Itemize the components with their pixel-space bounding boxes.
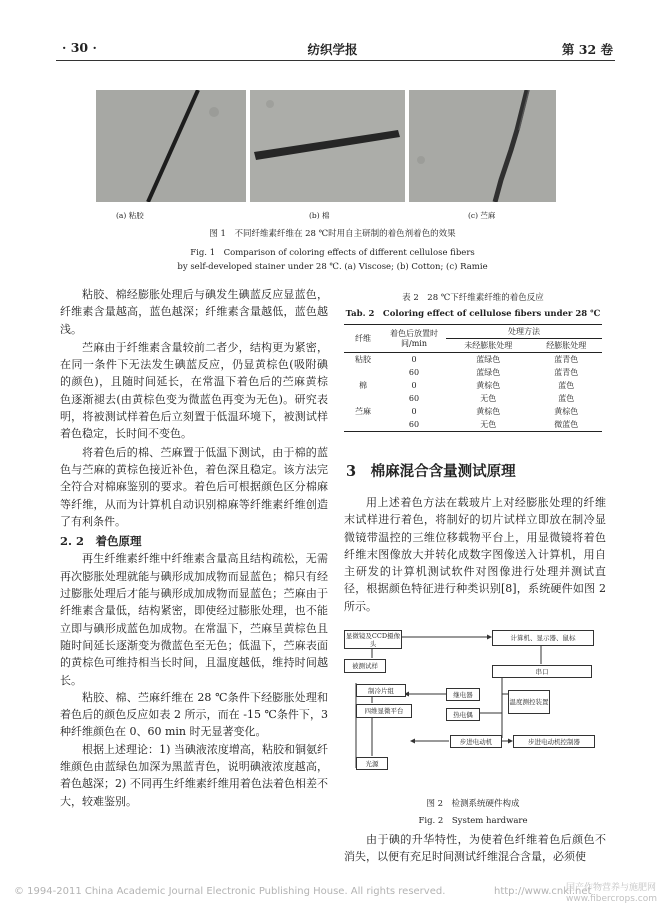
box-motor-controller: 步进电动机控制器	[513, 735, 595, 748]
box-light-source: 光源	[356, 757, 388, 770]
cell-fiber	[344, 418, 382, 432]
table2	[344, 324, 602, 432]
table2-caption-en: Tab. 2 Coloring effect of cellulose fibers under 28 ℃	[345, 309, 601, 319]
watermark-url: www.fibercrops.com	[566, 894, 657, 904]
box-microscope-ccd: 显微镜及CCD摄像头	[345, 631, 401, 648]
box-cooling-plates: 制冷片组	[356, 684, 406, 697]
cell-time: 60	[408, 394, 420, 403]
cell-unswollen: 蓝绿色	[476, 368, 501, 377]
paragraph: 用上述着色方法在载玻片上对经膨胀处理的纤维末试样进行着色，将制好的切片试样立即放在制冷显微镜带温控的三维位移载物平台上，用显微镜将着色纤维末图像放大并转化成数字图像送入计算机，用自主研发的计算机测试软件对图像进行处理并测试直径，根据颜色特征进行种类识别[8]，系统硬件如图 2 所示。	[344, 496, 606, 613]
figure1-caption-cn: 图 1 不同纤维素纤维在 28 ℃时用自主研制的着色剂着色的效果	[209, 229, 456, 239]
table-row	[344, 379, 602, 392]
cell-time: 0	[411, 355, 417, 364]
right-column	[344, 494, 606, 615]
cell-unswollen: 蓝绿色	[476, 355, 501, 364]
paragraph: 苎麻由于纤维素含量较前二者少，结构更为紧密，在同一条件下无法发生碘蓝反应，仍显黄棕色(吸附碘的颜色)，且随时间延长，在常温下着色后的苎麻黄棕色逐渐褪去(由黄棕色变为微蓝色再变为无色)。研究表明，将被测试样着色后立刻置于低温环境下，被测试样着色稳定，长时间不变色。	[60, 340, 328, 441]
col-header-unswollen: 未经膨胀处理	[464, 341, 513, 350]
paragraph: 粘胶、棉经膨胀处理后与碘发生碘蓝反应显蓝色，纤维素含量越高，蓝色越深；纤维素含量越低，蓝色越浅。	[60, 288, 328, 336]
figure1-caption-en-2: by self-developed stainer under 28 ℃. (a) Viscose; (b) Cotton; (c) Ramie	[177, 262, 488, 272]
table2-caption-cn: 表 2 28 ℃下纤维素纤维的着色反应	[402, 293, 544, 303]
table-row	[344, 366, 602, 379]
cell-fiber: 粘胶	[355, 355, 371, 364]
section-heading-3: 3 棉麻混合含量测试原理	[346, 463, 516, 480]
copyright-footer: © 1994-2011 China Academic Journal Electronic Publishing House. All rights reserved.	[14, 886, 446, 897]
paragraph: 将着色后的棉、苎麻置于低温下测试，由于棉的蓝色与苎麻的黄棕色接近补色，着色深且稳定。该方法完全符合对棉麻鉴别的要求。着色后可根据颜色区分棉麻等纤维，从而为计算机自动识别棉麻等纤维素纤维创造了有利条件。	[60, 445, 328, 528]
cell-fiber	[344, 366, 382, 379]
box-serial-port: 串口	[492, 665, 592, 678]
section-heading-2-2: 2. 2 着色原理	[60, 534, 142, 549]
col-header-time: 着色后放置时间/min	[390, 328, 438, 348]
figure2-caption-cn: 图 2 检测系统硬件构成	[426, 799, 520, 809]
box-stage: 四维显微平台	[356, 704, 412, 718]
watermark-cn: 国产作物营养与施肥网	[566, 883, 657, 893]
cell-fiber	[344, 392, 382, 405]
left-column	[60, 286, 328, 810]
cell-time: 0	[411, 407, 417, 416]
paragraph: 根据上述理论：1) 当碘液浓度增高，粘胶和铜氨纤维颜色由蓝绿色加深为黑蓝青色，说明碘液浓度越高，着色越深；2) 不同再生纤维素纤维用着色法着色相差不大，较难鉴别。	[60, 742, 328, 808]
cell-swollen: 蓝色	[558, 381, 575, 390]
table-row	[344, 353, 602, 367]
cell-swollen: 蓝色	[558, 394, 575, 403]
photo-cotton	[250, 90, 405, 202]
cell-swollen: 微蓝色	[554, 420, 579, 429]
volume: 第 32 卷	[561, 42, 613, 57]
cell-time: 60	[408, 420, 420, 429]
figure1-caption-en-1: Fig. 1 Comparison of coloring effects of different cellulose fibers	[190, 248, 475, 258]
figure2-diagram	[342, 628, 604, 780]
table-row	[344, 405, 602, 418]
photo-viscose	[96, 90, 246, 202]
box-stepper-motor: 步进电动机	[450, 735, 502, 748]
cell-fiber: 苎麻	[355, 407, 371, 416]
subcaption-a: (a) 粘胶	[116, 211, 144, 220]
cell-unswollen: 无色	[480, 420, 497, 429]
col-header-fiber: 纤维	[355, 334, 371, 343]
journal-title: 纺织学报	[307, 42, 358, 57]
paragraph: 由于碘的升华特性，为使着色纤维着色后颜色不消失，以便有充足时间测试纤维混合含量，必须使	[344, 833, 606, 864]
photo-ramie	[409, 90, 556, 202]
box-sample: 被测试样	[344, 659, 386, 673]
cell-swollen: 蓝青色	[554, 368, 579, 377]
paragraph: 粘胶、棉、苎麻纤维在 28 ℃条件下经膨胀处理和着色后的颜色反应如表 2 所示，而在 -15 ℃条件下，3 种纤维颜色在 0、60 min 时无显著变化。	[60, 690, 328, 739]
cell-unswollen: 黄棕色	[476, 381, 501, 390]
page-number: · 30 ·	[62, 40, 97, 55]
box-relay: 继电器	[446, 688, 480, 701]
table-row	[344, 392, 602, 405]
cell-swollen: 黄棕色	[554, 407, 579, 416]
header-rule	[56, 60, 615, 61]
box-temp-controller: 温度测控装置	[508, 690, 550, 714]
cell-unswollen: 无色	[480, 394, 497, 403]
cell-unswollen: 黄棕色	[476, 407, 501, 416]
cnki-link[interactable]: http://www.cnki.net	[494, 886, 592, 897]
cell-fiber: 棉	[359, 381, 367, 390]
paragraph: 再生纤维素纤维中纤维素含量高且结构疏松，无需再次膨胀处理就能与碘形成加成物而显蓝色；棉只有经过膨胀处理后才能与碘形成加成物而显蓝色；苎麻由于纤维素含量低，结构紧密，即使经过膨胀处理，也不能立即与碘形成蓝色加成物。在常温下，苎麻呈黄棕色且随时间延长逐渐变为微蓝色至无色；低温下，苎麻表面的黄棕色可维持相当长时间，且温度越低，维持时间越长。	[60, 552, 328, 687]
col-header-method: 处理方法	[446, 325, 602, 339]
box-computer: 计算机、显示器、鼠标	[492, 630, 594, 646]
figure2-caption-en: Fig. 2 System hardware	[418, 816, 528, 826]
subcaption-c: (c) 苎麻	[468, 211, 496, 220]
cell-time: 0	[411, 381, 417, 390]
right-column-tail	[344, 831, 606, 866]
table-row	[344, 418, 602, 432]
subcaption-b: (b) 棉	[309, 211, 330, 220]
cell-time: 60	[408, 368, 420, 377]
cell-swollen: 蓝青色	[554, 355, 579, 364]
col-header-swollen: 经膨胀处理	[546, 341, 587, 350]
box-thermocouple: 热电偶	[446, 708, 480, 721]
